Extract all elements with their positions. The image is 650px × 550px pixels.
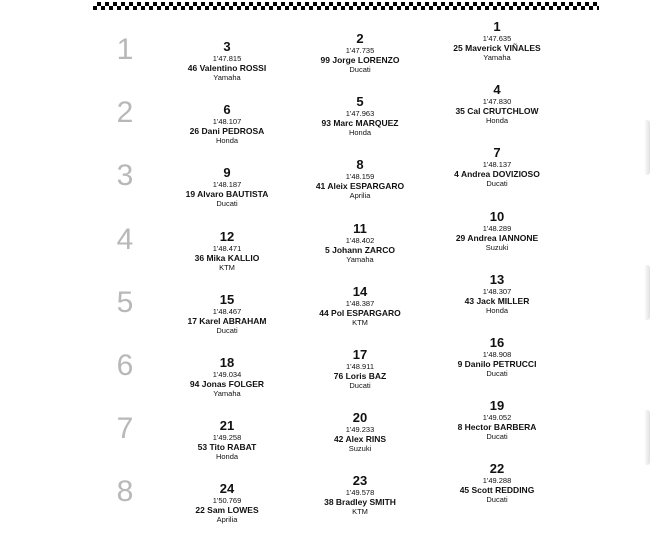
rider-name: 94 Jonas FOLGER bbox=[189, 379, 265, 389]
lap-time: 1'48.387 bbox=[345, 298, 375, 308]
team-name: Ducati bbox=[486, 369, 508, 378]
lap-time: 1'48.908 bbox=[482, 350, 512, 359]
team-name: Aprilia bbox=[216, 515, 238, 525]
rider-entry bbox=[290, 32, 430, 74]
rider-name: 36 Mika KALLIO bbox=[194, 252, 260, 263]
rider-entry bbox=[157, 482, 297, 524]
team-name: Honda bbox=[485, 116, 509, 126]
rider-entry bbox=[157, 230, 297, 272]
rider-entry bbox=[290, 158, 430, 200]
grid-position: 16 bbox=[489, 335, 505, 350]
rider-entry bbox=[427, 399, 567, 441]
lap-time: 1'50.769 bbox=[212, 496, 242, 506]
grid-row-number: 4 bbox=[116, 222, 134, 256]
rider-entry bbox=[427, 273, 567, 315]
grid-position: 17 bbox=[352, 347, 368, 362]
lap-time: 1'48.159 bbox=[345, 172, 375, 182]
rider-name: 9 Danilo PETRUCCI bbox=[457, 359, 537, 369]
page-edge-shadow bbox=[644, 410, 650, 465]
lap-time: 1'48.911 bbox=[346, 362, 374, 371]
rider-name: 19 Alvaro BAUTISTA bbox=[185, 189, 269, 200]
team-name: KTM bbox=[352, 317, 368, 327]
rider-entry bbox=[427, 336, 567, 378]
rider-name: 22 Sam LOWES bbox=[195, 505, 259, 516]
rider-name: 17 Karel ABRAHAM bbox=[187, 315, 267, 326]
lap-time: 1'49.578 bbox=[345, 488, 375, 498]
rider-entry bbox=[290, 411, 430, 453]
rider-name: 99 Jorge LORENZO bbox=[320, 55, 400, 65]
lap-time: 1'48.187 bbox=[212, 180, 242, 190]
grid-position: 18 bbox=[219, 355, 235, 370]
team-name: Ducati bbox=[216, 199, 238, 209]
team-name: Ducati bbox=[486, 495, 508, 505]
grid-position: 10 bbox=[489, 208, 505, 224]
lap-time: 1'49.052 bbox=[482, 413, 512, 423]
rider-name: 46 Valentino ROSSI bbox=[187, 63, 267, 73]
grid-position: 13 bbox=[489, 271, 505, 287]
lap-time: 1'48.107 bbox=[212, 117, 242, 127]
grid-position: 22 bbox=[489, 461, 505, 477]
rider-name: 35 Cal CRUTCHLOW bbox=[455, 106, 539, 117]
team-name: Ducati bbox=[486, 179, 508, 189]
rider-entry bbox=[157, 356, 297, 398]
lap-time: 1'47.963 bbox=[345, 109, 375, 119]
rider-name: 8 Hector BARBERA bbox=[457, 422, 537, 433]
grid-position: 19 bbox=[489, 398, 505, 414]
grid-position: 24 bbox=[219, 481, 235, 497]
team-name: Ducati bbox=[216, 325, 238, 335]
rider-name: 26 Dani PEDROSA bbox=[189, 126, 265, 137]
grid-row-number: 8 bbox=[116, 475, 134, 509]
grid-position: 5 bbox=[356, 94, 364, 110]
rider-entry bbox=[290, 95, 430, 137]
team-name: Honda bbox=[215, 136, 239, 146]
team-name: Honda bbox=[485, 305, 509, 315]
team-name: Ducati bbox=[349, 381, 371, 390]
grid-position: 14 bbox=[352, 283, 368, 299]
grid-row-number: 6 bbox=[116, 349, 134, 382]
team-name: Honda bbox=[215, 452, 239, 462]
rider-name: 76 Loris BAZ bbox=[333, 371, 387, 381]
lap-time: 1'48.402 bbox=[345, 235, 375, 245]
grid-position: 11 bbox=[353, 220, 367, 236]
grid-row-number: 2 bbox=[116, 96, 134, 130]
grid-row-number: 1 bbox=[116, 33, 134, 66]
rider-entry bbox=[157, 419, 297, 461]
rider-name: 42 Alex RINS bbox=[333, 434, 387, 445]
grid-position: 12 bbox=[219, 228, 235, 244]
lap-time: 1'47.735 bbox=[345, 46, 375, 55]
grid-row-number: 5 bbox=[116, 285, 134, 319]
grid-position: 9 bbox=[223, 165, 231, 181]
team-name: Suzuki bbox=[485, 242, 509, 252]
grid-position: 20 bbox=[352, 410, 368, 426]
team-name: Ducati bbox=[349, 65, 371, 74]
grid-position: 15 bbox=[219, 291, 235, 307]
rider-entry bbox=[290, 348, 430, 390]
lap-time: 1'48.289 bbox=[482, 223, 512, 233]
team-name: KTM bbox=[352, 507, 368, 517]
team-name: Ducati bbox=[486, 432, 508, 442]
lap-time: 1'49.034 bbox=[212, 370, 242, 379]
rider-entry bbox=[290, 285, 430, 327]
lap-time: 1'47.815 bbox=[212, 54, 242, 63]
rider-name: 4 Andrea DOVIZIOSO bbox=[454, 169, 540, 180]
rider-name: 93 Marc MARQUEZ bbox=[321, 118, 399, 129]
lap-time: 1'49.258 bbox=[212, 433, 242, 443]
rider-entry bbox=[427, 20, 567, 62]
page-edge-shadow bbox=[644, 120, 650, 175]
rider-name: 53 Tito RABAT bbox=[197, 442, 257, 453]
team-name: Yamaha bbox=[483, 53, 511, 62]
team-name: Aprilia bbox=[349, 191, 371, 201]
rider-entry bbox=[290, 474, 430, 516]
lap-time: 1'47.830 bbox=[482, 97, 512, 107]
team-name: KTM bbox=[219, 262, 235, 272]
grid-position: 23 bbox=[352, 473, 368, 489]
grid-row-number: 7 bbox=[116, 412, 134, 446]
page-edge-shadow bbox=[644, 265, 650, 320]
checkered-flag-bar bbox=[93, 2, 599, 10]
lap-time: 1'49.233 bbox=[345, 425, 375, 435]
grid-position: 7 bbox=[493, 145, 501, 161]
rider-name: 29 Andrea IANNONE bbox=[455, 232, 539, 243]
rider-name: 38 Bradley SMITH bbox=[324, 497, 396, 508]
lap-time: 1'48.467 bbox=[212, 306, 242, 316]
grid-position: 1 bbox=[493, 19, 501, 34]
team-name: Yamaha bbox=[213, 73, 241, 82]
team-name: Honda bbox=[348, 128, 372, 138]
rider-name: 44 Pol ESPARGARO bbox=[319, 307, 401, 318]
grid-position: 21 bbox=[219, 418, 235, 434]
rider-name: 25 Maverick VIÑALES bbox=[453, 43, 541, 53]
lap-time: 1'48.137 bbox=[482, 160, 512, 170]
rider-entry bbox=[290, 222, 430, 264]
rider-entry bbox=[427, 210, 567, 252]
rider-entry bbox=[157, 40, 297, 82]
team-name: Yamaha bbox=[346, 254, 374, 264]
rider-name: 43 Jack MILLER bbox=[464, 295, 530, 306]
grid-row-number: 3 bbox=[116, 159, 134, 193]
rider-entry bbox=[157, 166, 297, 208]
lap-time: 1'48.307 bbox=[482, 286, 512, 296]
rider-entry bbox=[427, 83, 567, 125]
rider-name: 45 Scott REDDING bbox=[459, 485, 535, 496]
grid-position: 4 bbox=[493, 82, 501, 98]
rider-entry bbox=[157, 103, 297, 145]
rider-name: 5 Johann ZARCO bbox=[325, 244, 395, 255]
rider-entry bbox=[157, 293, 297, 335]
grid-position: 6 bbox=[223, 102, 231, 118]
rider-entry bbox=[427, 146, 567, 188]
lap-time: 1'48.471 bbox=[212, 243, 242, 253]
grid-position: 2 bbox=[356, 31, 364, 46]
team-name: Yamaha bbox=[213, 389, 241, 398]
rider-name: 41 Aleix ESPARGARO bbox=[315, 181, 405, 192]
grid-position: 3 bbox=[223, 39, 231, 54]
rider-entry bbox=[427, 462, 567, 504]
grid-position: 8 bbox=[356, 157, 364, 173]
lap-time: 1'49.288 bbox=[482, 476, 512, 486]
lap-time: 1'47.635 bbox=[482, 34, 512, 43]
team-name: Suzuki bbox=[348, 444, 372, 454]
